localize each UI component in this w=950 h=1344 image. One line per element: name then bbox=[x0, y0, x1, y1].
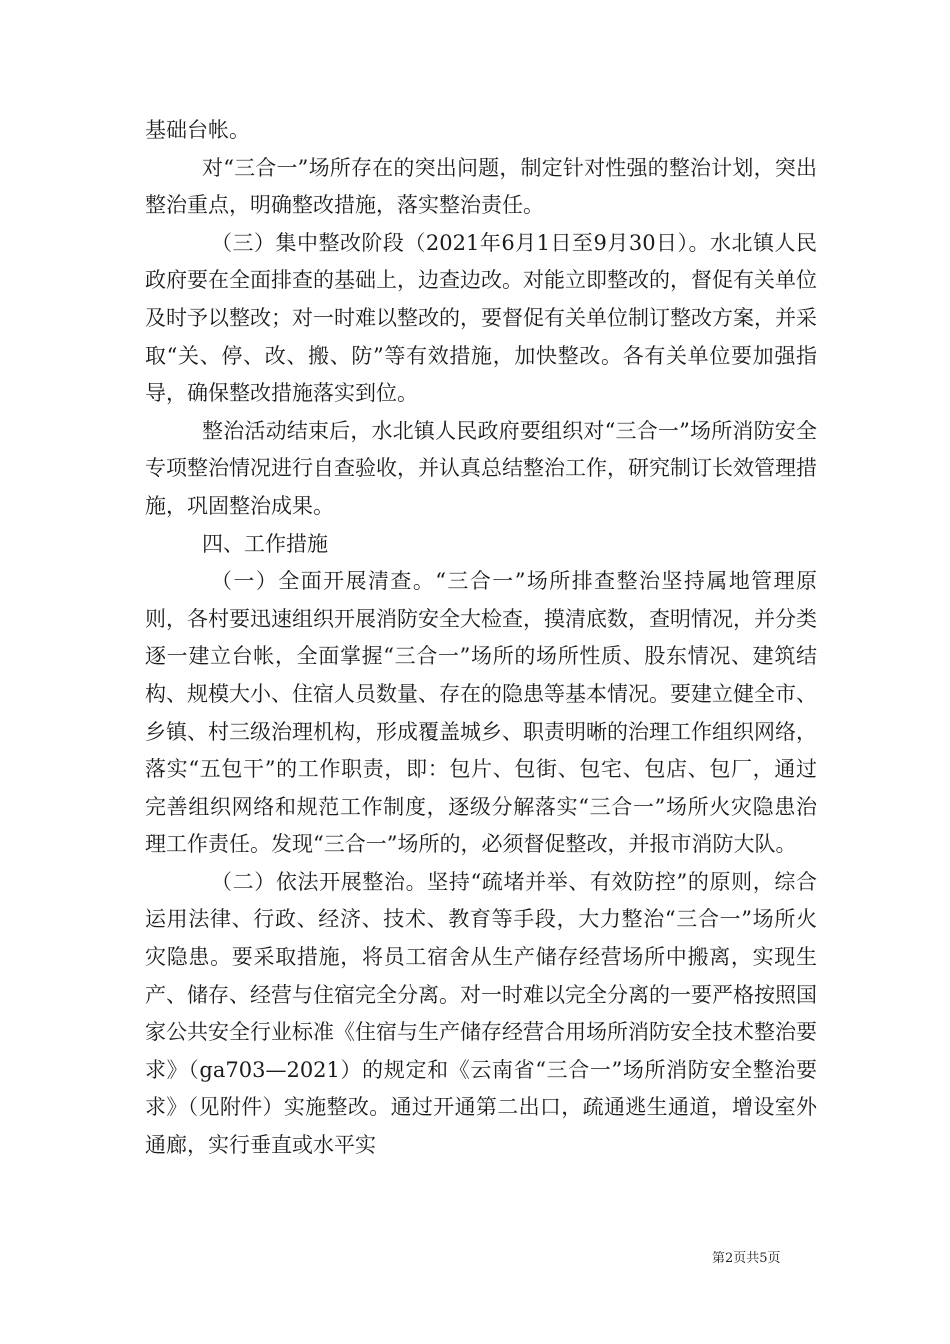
paragraph: （一）全面开展清查。“三合一”场所排查整治坚持属地管理原则，各村要迅速组织开展消防安全大检查，摸清底数，查明情况，并分类逐一建立台帐，全面掌握“三合一”场所的场所性质、股东情况、建筑结构、规模大小、住宿人员数量、存在的隐患等基本情况。要建立健全市、乡镇、村三级治理机构，形成覆盖城乡、职责明晰的治理工作组织网络，落实“五包干”的工作职责，即：包片、包街、包宅、包店、包厂，通过完善组织网络和规范工作制度，逐级分解落实“三合一”场所火灾隐患治理工作责任。发现“三合一”场所的，必须督促整改，并报市消防大队。 bbox=[145, 569, 817, 857]
section-heading: 四、工作措施 bbox=[202, 531, 328, 556]
paragraph: 整治活动结束后，水北镇人民政府要组织对“三合一”场所消防安全专项整治情况进行自查验收，并认真总结整治工作，研究制订长效管理措施，巩固整治成果。 bbox=[145, 418, 817, 518]
paragraph: 对“三合一”场所存在的突出问题，制定针对性强的整治计划，突出整治重点，明确整改措施，落实整治责任。 bbox=[145, 155, 817, 218]
paragraph: （二）依法开展整治。坚持“疏堵并举、有效防控”的原则，综合运用法律、行政、经济、技术、教育等手段，大力整治“三合一”场所火灾隐患。要采取措施，将员工宿舍从生产储存经营场所中搬离，实现生产、储存、经营与住宿完全分离。对一时难以完全分离的一要严格按照国家公共安全行业标准《住宿与生产储存经营合用场所消防安全技术整治要求》（ga703—2021）的规定和《云南省“三合一”场所消防安全整治要求》（见附件）实施整改。通过开通第二出口，疏通逃生通道，增设室外通廊，实行垂直或水平实 bbox=[145, 869, 817, 1158]
paragraph-continuation: 基础台帐。 bbox=[145, 118, 250, 142]
page-number: 第2页共5页 bbox=[712, 1251, 781, 1266]
paragraph: （三）集中整改阶段（2021年6月1日至9月30日）。水北镇人民政府要在全面排查的基础上，边查边改。对能立即整改的，督促有关单位及时予以整改；对一时难以整改的，要督促有关单位制订整改方案，并采取“关、停、改、搬、防”等有效措施，加快整改。各有关单位要加强指导，确保整改措施落实到位。 bbox=[145, 230, 817, 406]
document-body bbox=[145, 112, 817, 1165]
